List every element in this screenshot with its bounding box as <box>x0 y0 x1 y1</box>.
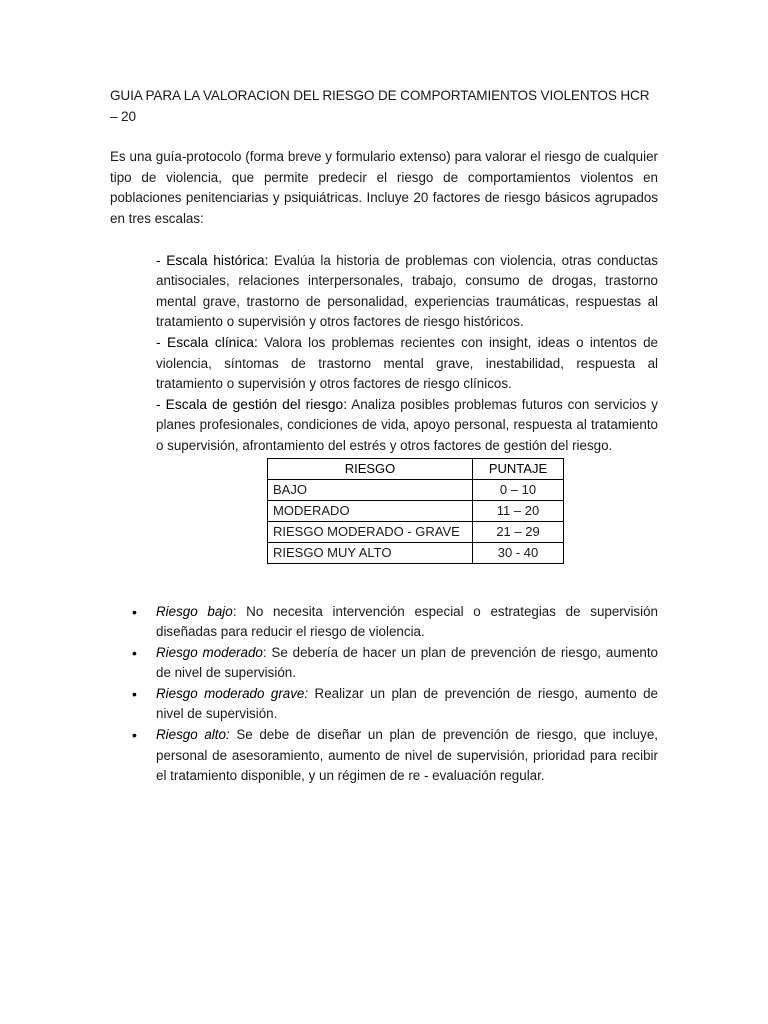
scale-description: Analiza posibles problemas futuros con servicios y planes profesionales, condiciones de vida, apoyo personal, respuesta al tratamiento o supervisión, afrontamiento del estrés y otros factores de gestión del riesgo. <box>156 396 658 453</box>
bullet-icon: • <box>132 603 137 620</box>
table-row <box>268 521 564 542</box>
risk-level-cell: BAJO <box>268 479 473 500</box>
scales-list <box>156 251 658 457</box>
table-row <box>268 500 564 521</box>
risk-level-cell: RIESGO MODERADO - GRAVE <box>268 521 473 542</box>
bullet-icon: • <box>132 644 137 661</box>
risk-recommendation: Realizar un plan de prevención de riesgo, aumento de nivel de supervisión. <box>156 685 658 722</box>
risk-recommendations-list <box>110 602 658 787</box>
score-range-cell: 11 – 20 <box>473 500 564 521</box>
risk-term: Riesgo moderado <box>156 644 263 660</box>
score-range-cell: 0 – 10 <box>473 479 564 500</box>
risk-level-cell: MODERADO <box>268 500 473 521</box>
list-item <box>132 643 659 684</box>
column-header-puntaje: PUNTAJE <box>473 458 564 479</box>
document-title: GUIA PARA LA VALORACION DEL RIESGO DE COMPORTAMIENTOS VIOLENTOS HCR – 20 <box>110 88 650 124</box>
score-range-cell: 30 - 40 <box>473 542 564 563</box>
bullet-icon: • <box>132 727 137 744</box>
bullet-icon: • <box>132 685 137 702</box>
scale-name: - Escala de gestión del riesgo: <box>156 396 348 412</box>
risk-term: Riesgo alto: <box>156 727 230 743</box>
document-page <box>110 86 658 787</box>
table-header-row <box>268 458 564 479</box>
scale-description: Evalúa la historia de problemas con violencia, otras conductas antisociales, relaciones interpersonales, trabajo, consumo de drogas, trastorno mental grave, trastorno de personalidad, experiencias traumáticas, respuestas al tratamiento o supervisión y otros factores de riesgo históricos. <box>156 252 658 330</box>
column-header-riesgo: RIESGO <box>268 458 473 479</box>
risk-score-table <box>267 458 564 564</box>
score-range-cell: 21 – 29 <box>473 521 564 542</box>
table-row <box>268 479 564 500</box>
scale-name: - Escala histórica: <box>156 252 269 268</box>
risk-recommendation: : Se debería de hacer un plan de prevención de riesgo, aumento de nivel de supervisión. <box>156 644 659 681</box>
table-row <box>268 542 564 563</box>
list-item <box>132 602 658 643</box>
risk-level-cell: RIESGO MUY ALTO <box>268 542 473 563</box>
scale-historica <box>156 251 658 333</box>
list-item <box>132 684 658 725</box>
scale-description: Valora los problemas recientes con insight, ideas o intentos de violencia, síntomas de trastorno mental grave, inestabilidad, respuesta al tratamiento o supervisión y otros factores de riesgo clínicos. <box>156 334 658 392</box>
risk-term: Riesgo bajo <box>156 603 233 619</box>
scale-gestion <box>156 395 658 457</box>
risk-recommendation: Se debe de diseñar un plan de prevención de riesgo, que incluye, personal de asesoramiento, aumento de nivel de supervisión, prioridad para recibir el tratamiento disponible, y un régimen de re - evaluación regular. <box>156 727 658 784</box>
scale-clinica <box>156 333 658 395</box>
intro-paragraph: Es una guía-protocolo (forma breve y formulario extenso) para valorar el riesgo de cualquier tipo de violencia, que permite predecir el riesgo de comportamientos violentos en poblaciones penitenciarias y psiquiátricas. Incluye 20 factores de riesgo básicos agrupados en tres escalas: <box>110 149 658 226</box>
scale-name: - Escala clínica: <box>156 334 258 350</box>
risk-recommendation: : No necesita intervención especial o estrategias de supervisión diseñadas para reducir el riesgo de violencia. <box>156 603 658 640</box>
list-item <box>132 725 658 787</box>
risk-term: Riesgo moderado grave: <box>156 685 309 701</box>
